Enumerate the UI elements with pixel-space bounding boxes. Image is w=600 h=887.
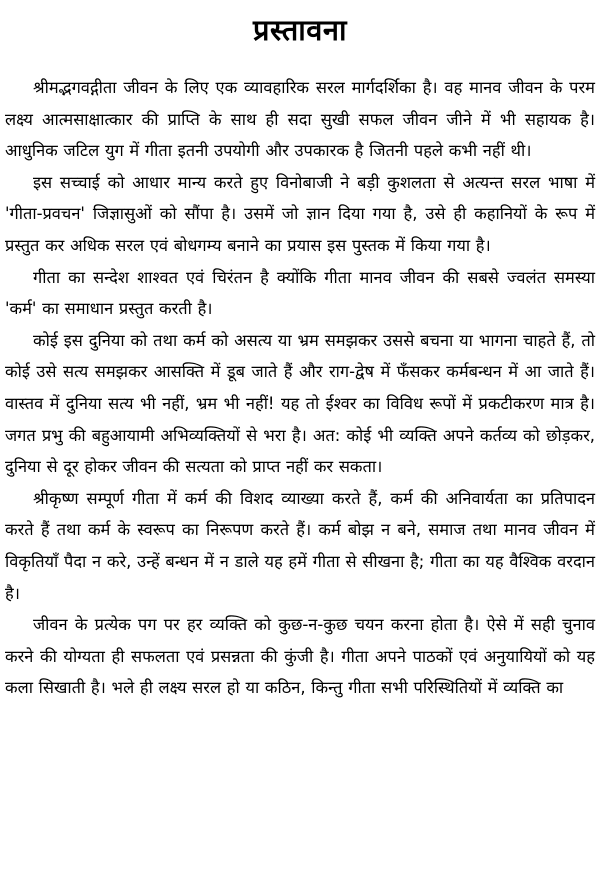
paragraph-2: इस सच्चाई को आधार मान्य करते हुए विनोबाजी ने बड़ी कुशलता से अत्यन्त सरल भाषा में 'गीता-प्रवचन' जिज्ञासुओं को सौंपा है। उसमें जो ज्ञान दिया गया है, उसे ही कहानियों के रूप में प्रस्तुत कर अधिक सरल एवं बोधगम्य बनाने का प्रयास इस पुस्तक में किया गया है। [5, 172, 595, 255]
page-title: प्रस्तावना [252, 13, 348, 47]
paragraph-4: कोई इस दुनिया को तथा कर्म को असत्य या भ्रम समझकर उससे बचना या भागना चाहते हैं, तो कोई उसे सत्य समझकर आसक्ति में डूब जाते हैं और राग-द्वेष में फँसकर कर्मबन्धन में आ जाते हैं। वास्तव में दुनिया सत्य भी नहीं, भ्रम भी नहीं! यह तो ईश्वर का विविध रूपों में प्रकटीकरण मात्र है। जगत प्रभु की बहुआयामी अभिव्यक्तियों से भरा है। अत: कोई भी व्यक्ति अपने कर्तव्य को छोड़कर, दुनिया से दूर होकर जीवन की सत्यता को प्राप्त नहीं कर सकता। [5, 330, 595, 477]
paragraph-5: श्रीकृष्ण सम्पूर्ण गीता में कर्म की विशद व्याख्या करते हैं, कर्म की अनिवार्यता का प्रतिपादन करते हैं तथा कर्म के स्वरूप का निरूपण करते हैं। कर्म बोझ न बने, समाज तथा मानव जीवन में विकृतियाँ पैदा न करे, उन्हें बन्धन में न डाले यह हमें गीता से सीखना है; गीता का यह वैश्विक वरदान है। [5, 488, 595, 603]
paragraph-1: श्रीमद्भगवद्गीता जीवन के लिए एक व्यावहारिक सरल मार्गदर्शिका है। वह मानव जीवन के परम लक्ष्य आत्मसाक्षात्कार की प्राप्ति के साथ ही सदा सुखी सफल जीवन जीने में भी सहायक है। आधुनिक जटिल युग में गीता इतनी उपयोगी और उपकारक है जितनी पहले कभी नहीं थी। [5, 78, 595, 161]
paragraph-6: जीवन के प्रत्येक पग पर हर व्यक्ति को कुछ-न-कुछ चयन करना होता है। ऐसे में सही चुनाव करने की योग्यता ही सफलता एवं प्रसन्नता की कुंजी है। गीता अपने पाठकों एवं अनुयायियों को यह कला सिखाती है। भले ही लक्ष्य सरल हो या कठिन, किन्तु गीता सभी परिस्थितियों में व्यक्ति का [5, 615, 595, 698]
paragraph-3: गीता का सन्देश शाश्वत एवं चिरंतन है क्योंकि गीता मानव जीवन की सबसे ज्वलंत समस्या 'कर्म' का समाधान प्रस्तुत करती है। [5, 267, 595, 319]
